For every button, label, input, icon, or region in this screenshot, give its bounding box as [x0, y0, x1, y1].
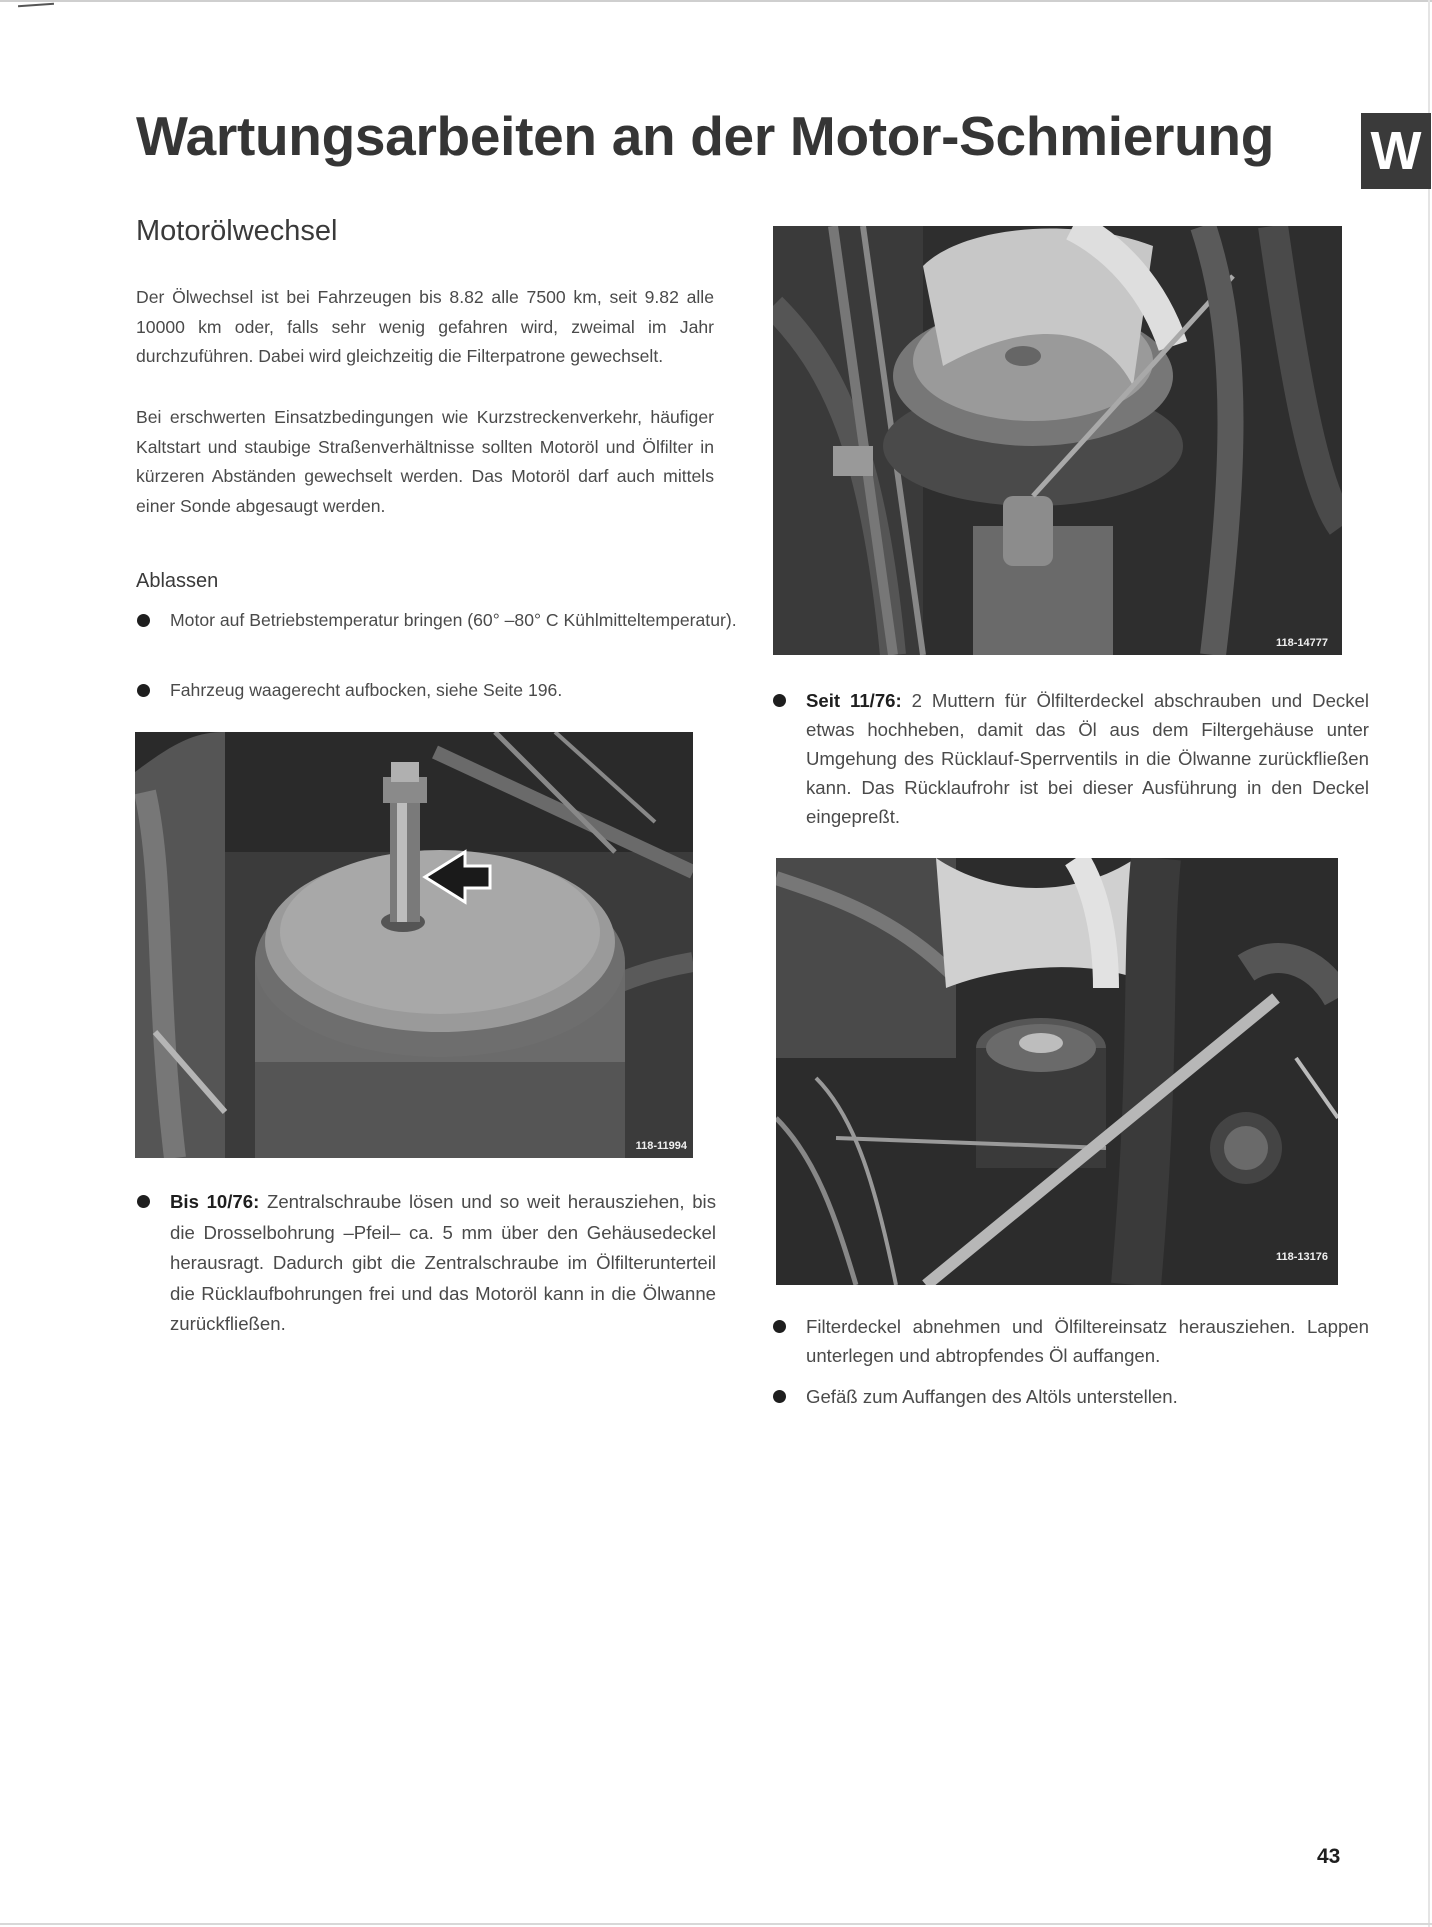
bullet-dot-icon: [773, 694, 786, 707]
bullet-step-6-text: Gefäß zum Auffangen des Altöls unterstellen.: [806, 1386, 1178, 1407]
page-number: 43: [1317, 1845, 1341, 1868]
bullet-dot-icon: [137, 614, 150, 627]
top-edge-rule: [0, 0, 1432, 2]
bullet-step-3: [137, 1187, 716, 1340]
photo-oil-filter-central-bolt: [135, 732, 693, 1158]
bullet-step-4-text: 2 Muttern für Ölfilterdeckel abschrauben und Deckel etwas hochheben, damit das Öl aus dem Filtergehäuse unter Umgehung des Rücklauf-Sperrventils in die Ölwanne zurückfließen kann. Das Rücklaufrohr ist bei dieser Ausführung in den Deckel eingepreßt.: [806, 690, 1370, 827]
bullet-dot-icon: [773, 1320, 786, 1333]
bullet-step-6: [773, 1382, 1369, 1411]
ablassen-heading: Ablassen: [136, 570, 219, 592]
section-subtitle: Motorölwechsel: [136, 215, 338, 247]
figure-id-left: 118-11994: [635, 1140, 687, 1152]
bullet-step-3-label: Bis 10/76:: [170, 1191, 260, 1212]
bullet-step-4-label: Seit 11/76:: [806, 690, 902, 711]
photo-filter-insert-illustration: [776, 858, 1338, 1285]
photo-filter-lid-lift: [773, 226, 1342, 655]
bullet-step-2: [137, 676, 738, 706]
figure-id-bottom-right: 118-13176: [1276, 1251, 1328, 1263]
bullet-dot-icon: [137, 684, 150, 697]
right-edge-rule: [1428, 0, 1430, 1927]
bullet-step-3-text: Zentralschraube lösen und so weit herausziehen, bis die Drosselbohrung –Pfeil– ca. 5 mm über den Gehäusedeckel herausragt. Dadurch gibt die Zentralschraube im Ölfilterunterteil die Rücklaufbohrungen frei und das Motoröl kann in die Ölwanne zurückfließen.: [170, 1191, 716, 1334]
bullet-step-5: [773, 1312, 1369, 1370]
bullet-step-5-text: Filterdeckel abnehmen und Ölfiltereinsatz herausziehen. Lappen unterlegen und abtropfendes Öl auffangen.: [806, 1316, 1369, 1366]
bullet-dot-icon: [137, 1195, 150, 1208]
photo-filter-insert-removal: [776, 858, 1338, 1285]
intro-paragraph-2: Bei erschwerten Einsatzbedingungen wie Kurzstreckenverkehr, häufiger Kaltstart und staubige Straßenverhältnisse sollten Motoröl und Ölfilter in kürzeren Abständen gewechselt werden. Das Motoröl darf auch mittels einer Sonde abgesaugt werden.: [136, 407, 714, 516]
page-title: Wartungsarbeiten an der Motor-Schmierung: [136, 105, 1275, 167]
bottom-edge-rule: [0, 1923, 1432, 1925]
intro-paragraph-1: Der Ölwechsel ist bei Fahrzeugen bis 8.82 alle 7500 km, seit 9.82 alle 10000 km oder, falls sehr wenig gefahren wird, zweimal im Jahr durchzuführen. Dabei wird gleichzeitig die Filterpatrone gewechselt.: [136, 287, 714, 366]
bullet-dot-icon: [773, 1390, 786, 1403]
photo-oil-filter-illustration: [135, 732, 693, 1158]
photo-filter-lid-illustration: [773, 226, 1342, 655]
bullet-step-1: [137, 606, 738, 636]
scan-mark: [18, 3, 54, 8]
figure-id-top-right: 118-14777: [1276, 637, 1328, 649]
section-tab: W: [1361, 113, 1431, 189]
bullet-step-2-text: Fahrzeug waagerecht aufbocken, siehe Seite 196.: [170, 680, 563, 700]
bullet-step-1-text: Motor auf Betriebstemperatur bringen (60° –80° C Kühlmitteltemperatur).: [170, 610, 737, 630]
bullet-step-4: [773, 686, 1369, 831]
